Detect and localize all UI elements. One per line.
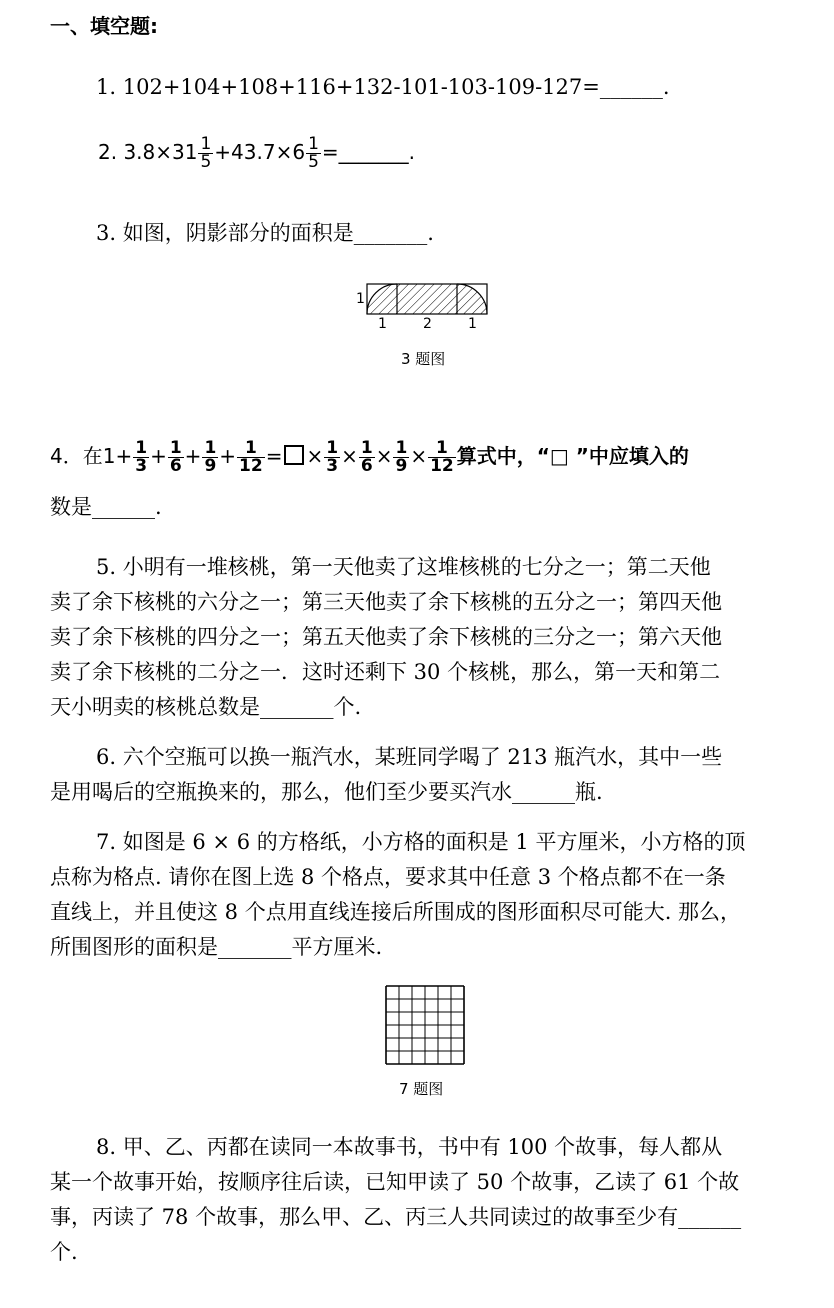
q8-line-1: 8. 甲、乙、丙都在读同一本故事书，书中有 100 个故事，每人都从 [96,1135,723,1159]
q4-rhs-frac-4 [428,440,456,475]
q3-text: 如图，阴影部分的面积是 [122,221,354,245]
q7-figure [384,984,468,1099]
q2-fraction-2 [306,136,321,171]
q4-rhs-frac-3-den: 9 [395,456,408,476]
q4-lhs-frac-4 [237,440,265,475]
q1-number: 1. [96,75,117,99]
q4-times-1: × [306,444,324,468]
q4-prefix: 在1+ [82,444,133,468]
q2-part1: 3.8×31 [123,140,198,164]
q5-line-3: 卖了余下核桃的四分之一；第五天他卖了余下核桃的三分之一；第六天他 [50,625,722,649]
q4-suffix: 算式中，“□ ”中应填入的 [456,444,689,468]
q4-rhs-frac-2-num: 1 [360,438,373,458]
q2-blank: _______. [338,140,416,164]
q4-lhs-frac-1 [133,440,149,475]
q3-bottom-label-2: 2 [423,316,432,332]
q4-rhs-frac-1-den: 3 [326,456,339,476]
q4-lhs-frac-3 [202,440,218,475]
q1-expression: 102+104+108+116+132-101-103-109-127= [122,75,600,99]
q3-caption: 3 题图 [401,350,446,368]
q3-middle-shaded [397,284,457,314]
question-1 [96,70,670,105]
q2-part2: +43.7×6 [214,140,306,164]
q6-line-1: 6. 六个空瓶可以换一瓶汽水，某班同学喝了 213 瓶汽水，其中一些 [96,745,723,769]
q4-equals: = [265,444,283,468]
q4-lhs-frac-2-den: 6 [169,456,182,476]
q4-rhs-frac-3-num: 1 [395,438,408,458]
question-3 [96,216,434,251]
q3-bottom-label-3: 1 [468,316,477,332]
q8-line-2: 某一个故事开始，按顺序往后读，已知甲读了 50 个故事，乙读了 61 个故 [50,1170,740,1194]
q4-plus-3: + [219,444,237,468]
q4-plus-1: + [150,444,167,468]
q4-lhs-frac-2 [168,440,184,475]
q5-line-1: 5. 小明有一堆核桃，第一天他卖了这堆核桃的七分之一；第二天他 [96,555,711,579]
q4-rhs-frac-4-den: 12 [430,456,454,476]
q4-lhs-frac-1-den: 3 [135,456,148,476]
q4-lhs-frac-4-num: 1 [237,440,265,458]
q6-line-2: 是用喝后的空瓶换来的，那么，他们至少要买汽水______瓶. [50,780,603,804]
q4-lhs-frac-3-num: 1 [204,438,217,458]
q4-rhs-frac-2-den: 6 [360,456,373,476]
q4-times-2: × [341,444,358,468]
q4-times-4: × [410,444,428,468]
q3-number: 3. [96,221,117,245]
q8-line-3: 事，丙读了 78 个故事，那么甲、乙、丙三人共同读过的故事至少有______ [50,1205,742,1229]
q8-line-4: 个. [50,1240,78,1264]
q4-answer-box [284,445,304,465]
q4-lhs-frac-3-den: 9 [204,456,217,476]
q5-line-4: 卖了余下核桃的二分之一．这时还剩下 30 个核桃，那么，第一天和第二 [50,660,721,684]
q7-line-4: 所围图形的面积是_______平方厘米. [50,935,383,959]
q4-times-3: × [375,444,393,468]
q7-caption: 7 题图 [399,1080,444,1098]
q4-rhs-frac-4-num: 1 [428,440,456,458]
q1-blank: ______. [599,75,670,99]
q3-figure [355,278,495,370]
q2-frac2-numerator: 1 [308,134,319,154]
q5-line-5: 天小明卖的核桃总数是_______个. [50,695,362,719]
q4-plus-2: + [184,444,202,468]
q7-line-1: 7. 如图是 6 × 6 的方格纸，小方格的面积是 1 平方厘米，小方格的顶 [96,830,746,854]
q7-line-3: 直线上，并且使这 8 个点用直线连接后所围成的图形面积尽可能大. 那么， [50,900,742,924]
q4-rhs-frac-1 [324,440,340,475]
q4-lhs-frac-2-num: 1 [169,438,182,458]
q3-bottom-label-1: 1 [378,316,387,332]
q5-line-2: 卖了余下核桃的六分之一；第三天他卖了余下核桃的五分之一；第四天他 [50,590,722,614]
q2-frac1-denominator: 5 [200,152,212,172]
section-title: 一、填空题: [50,14,158,38]
q4-lhs-frac-4-den: 12 [239,456,263,476]
q2-frac1-numerator: 1 [200,134,212,154]
question-2 [98,136,415,171]
q7-line-2: 点称为格点. 请你在图上选 8 个格点，要求其中任意 3 个格点都不在一条 [50,865,726,889]
q3-blank: _______. [353,221,434,245]
q4-rhs-frac-3 [393,440,409,475]
question-4 [50,440,689,475]
q7-grid [384,984,468,1068]
q4-line2: 数是______. [50,495,162,519]
q4-rhs-frac-2 [359,440,375,475]
q4-number: 4． [50,444,83,468]
q2-frac2-denominator: 5 [308,152,319,172]
q2-number: 2. [98,140,118,164]
q2-equals: = [321,140,339,164]
q4-rhs-frac-1-num: 1 [326,438,339,458]
q2-fraction-1 [198,136,213,171]
q3-side-label: 1 [356,291,365,307]
q4-lhs-frac-1-num: 1 [135,438,148,458]
